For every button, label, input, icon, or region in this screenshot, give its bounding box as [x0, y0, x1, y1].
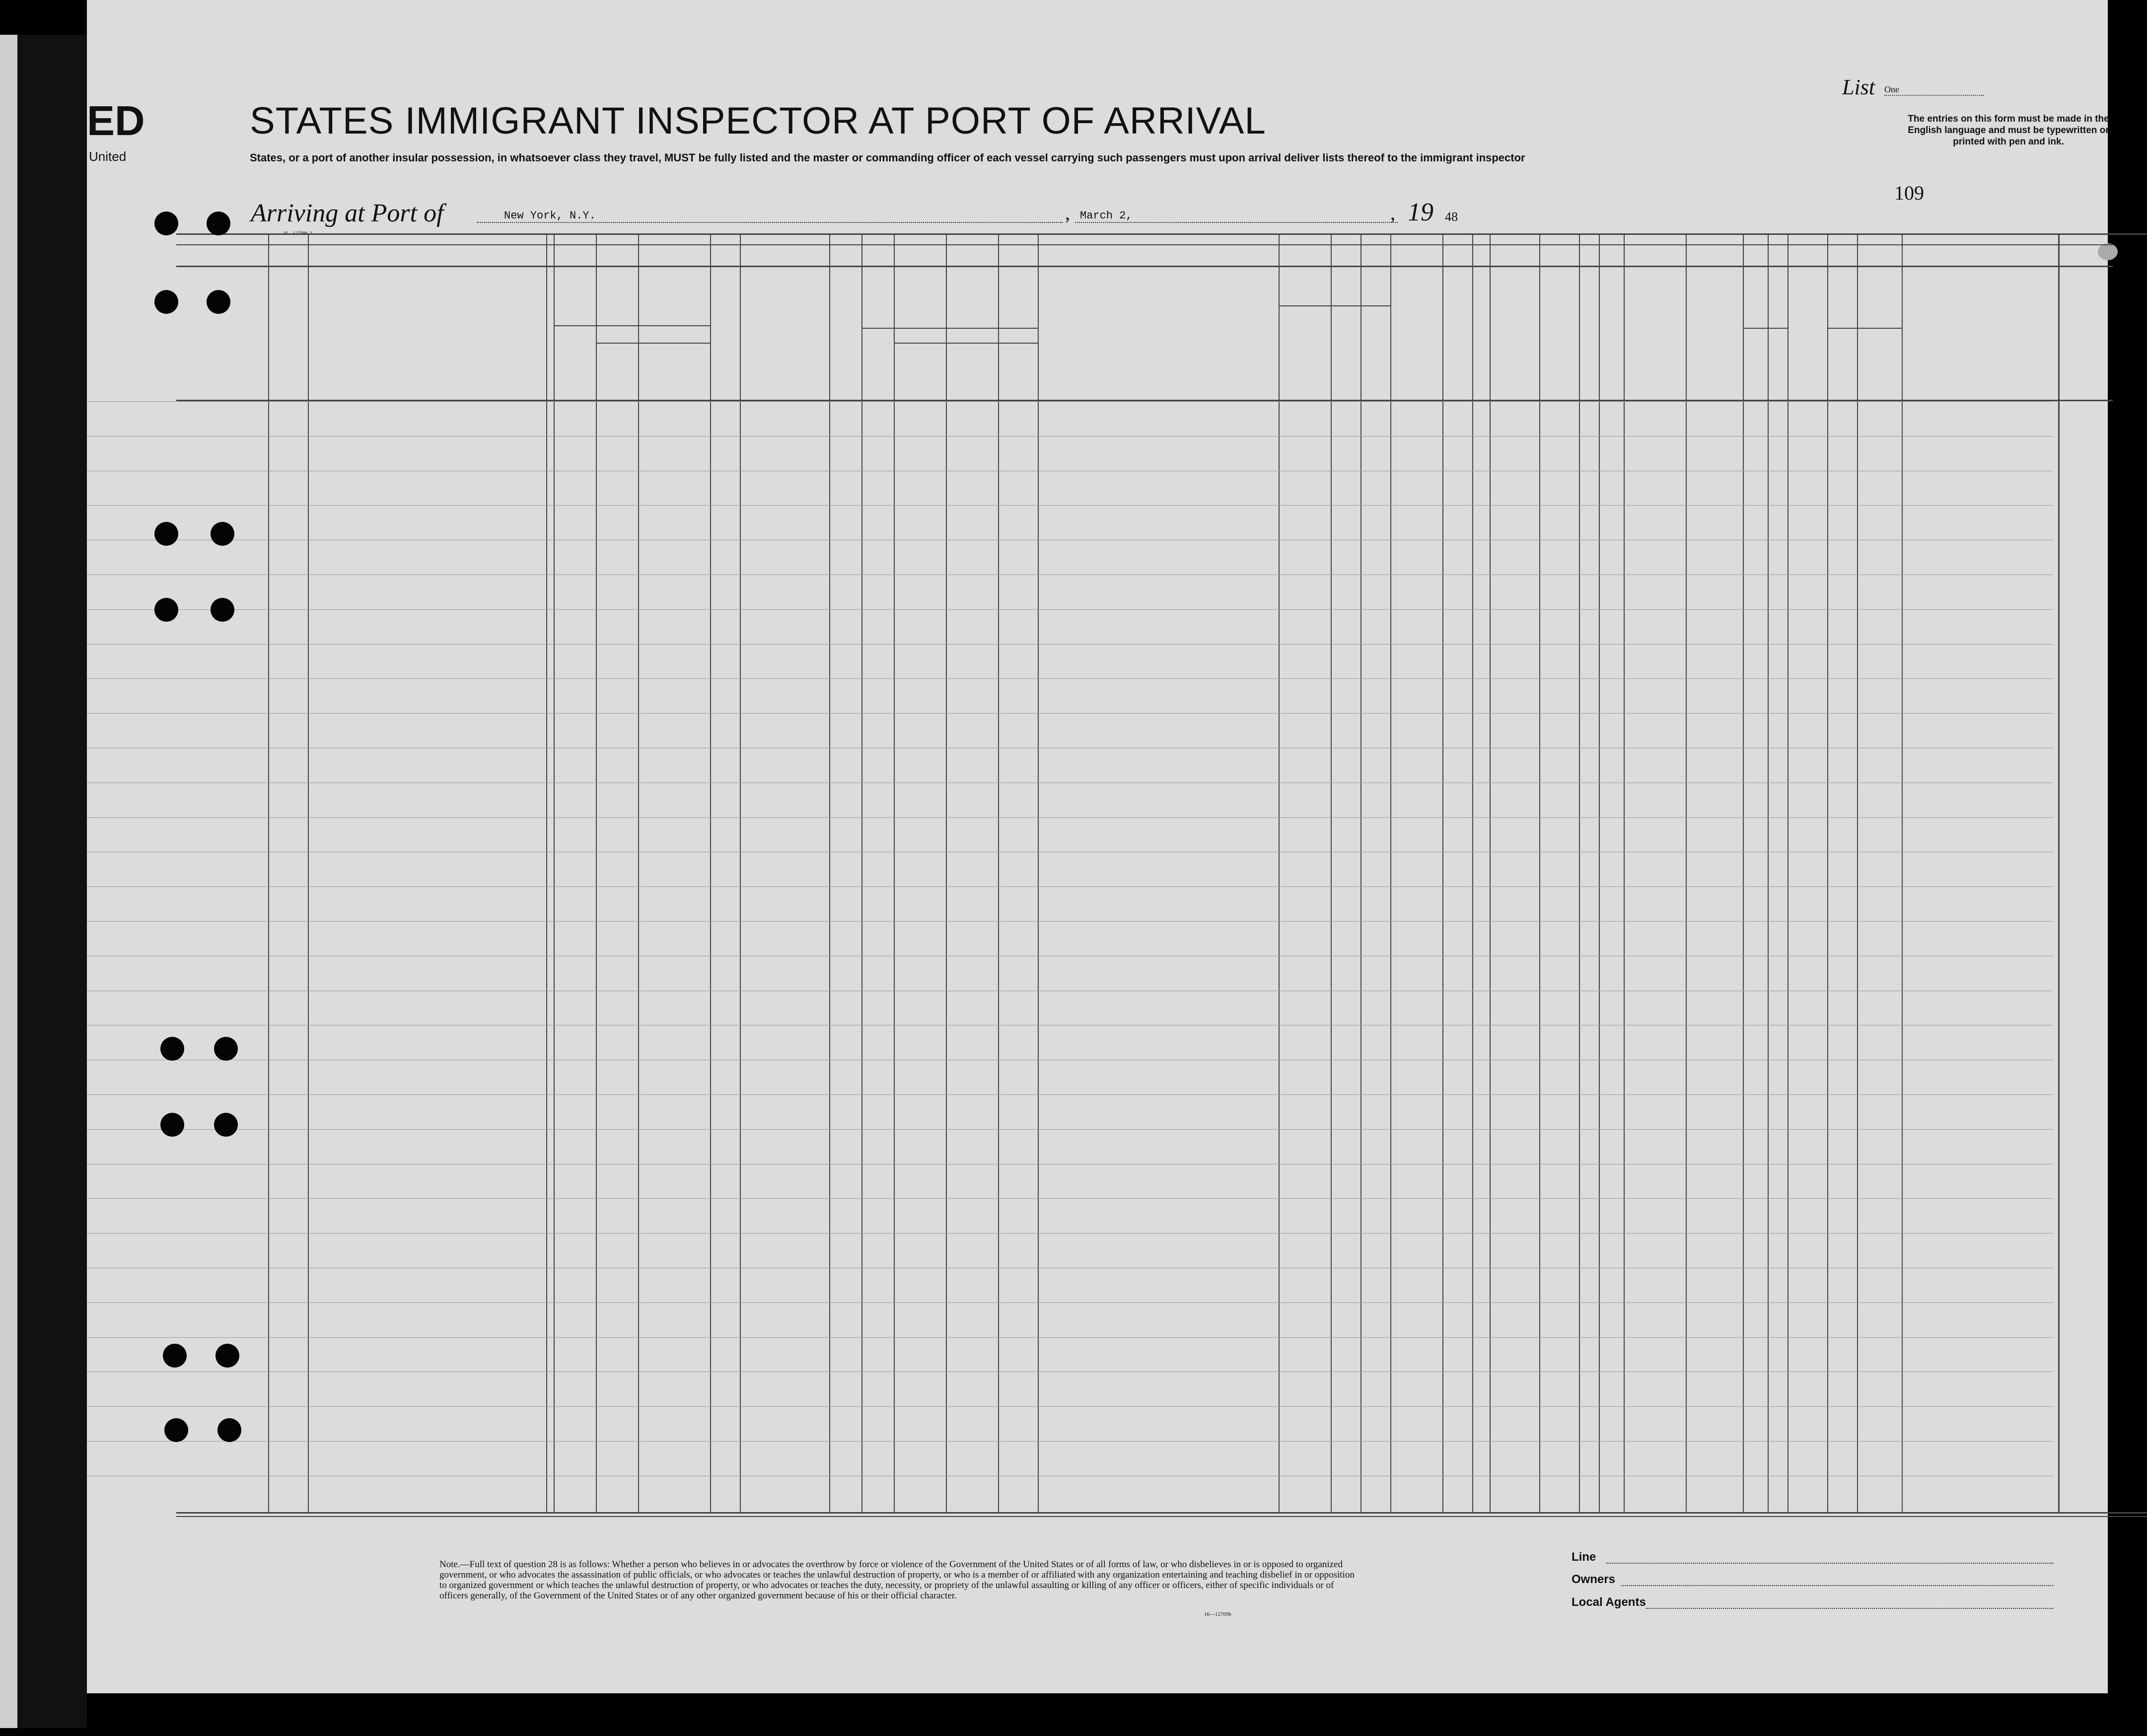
subheader-rule: [1827, 328, 1902, 329]
footer-code: 16—12709b: [1204, 1611, 1231, 1617]
header-money: [831, 268, 860, 397]
table-bottom-rule: [176, 1512, 2147, 1514]
column-rule: [546, 233, 547, 1512]
row-rule: [87, 505, 2053, 506]
punch-hole: [160, 1037, 184, 1061]
comma-mark: ,: [1065, 202, 1070, 224]
punch-hole: [211, 598, 234, 622]
header-purpose-b: [1332, 308, 1359, 397]
port-line: [477, 222, 1063, 223]
row-rule: [87, 1198, 2053, 1199]
column-rule: [596, 233, 597, 1512]
header-rule: [176, 244, 2113, 245]
header-feet: [1744, 333, 1766, 392]
owners-label: Owners: [1572, 1573, 1616, 1586]
column-rule: [1472, 233, 1473, 1512]
paper-stain: [2098, 243, 2118, 260]
header-rule: [176, 233, 2147, 235]
arriving-label: Arriving at Port of: [251, 199, 444, 227]
year-suffix: 48: [1445, 210, 1458, 224]
subheader-rule: [1279, 305, 1390, 306]
row-rule: [87, 921, 2053, 922]
column-rule: [894, 233, 895, 1512]
table-bottom-rule: [176, 1516, 2147, 1517]
punch-hole: [215, 1344, 239, 1368]
column-rule: [1827, 233, 1828, 1512]
subheader-rule: [554, 325, 710, 326]
port-value: New York, N.Y.: [504, 210, 596, 222]
header-inches: [1769, 333, 1786, 392]
punch-hole: [154, 522, 178, 546]
header-polygamist: [1444, 268, 1471, 397]
punch-hole: [154, 290, 178, 314]
column-rule: [1624, 233, 1625, 1512]
column-rule: [1331, 233, 1332, 1512]
row-rule: [87, 817, 2053, 818]
row-rule: [87, 609, 2053, 610]
comma-mark-2: ,: [1390, 202, 1395, 224]
line-underline: [1606, 1562, 2053, 1564]
header-ticket: [712, 268, 738, 397]
punch-hole: [214, 1037, 238, 1061]
punch-hole: [164, 1418, 188, 1442]
column-rule: [1857, 233, 1858, 1512]
column-rule: [1442, 233, 1443, 1512]
row-rule: [87, 1094, 2053, 1095]
header-fragment: ED: [87, 97, 145, 144]
row-rule: [87, 1337, 2053, 1338]
punch-hole: [211, 522, 234, 546]
instructions-note: The entries on this form must be made in the English language and must be typewritten or printed with pen and ink.: [1908, 114, 2109, 147]
header-overthrow: [1491, 268, 1538, 397]
column-rule: [1743, 233, 1744, 1512]
subheader-rule: [861, 328, 1038, 329]
row-rule: [87, 1441, 2053, 1442]
column-rule: [1390, 233, 1391, 1512]
header-purpose-c: [1362, 308, 1389, 397]
left-scan-edge: [0, 35, 87, 1728]
row-rule: [87, 1129, 2053, 1130]
subheader-rule: [1743, 328, 1788, 329]
header-prison: [1392, 268, 1441, 397]
column-rule: [1788, 233, 1789, 1512]
row-rule: [87, 401, 2053, 402]
punch-hole: [160, 1113, 184, 1137]
page-number: 109: [1894, 182, 1924, 204]
column-rule: [1539, 233, 1540, 1512]
row-rule: [87, 644, 2053, 645]
agents-underline: [1646, 1607, 2053, 1609]
page-title: STATES IMMIGRANT INSPECTOR AT PORT OF ARRIVAL: [250, 100, 1266, 142]
row-rule: [87, 1302, 2053, 1303]
column-rule: [1686, 233, 1687, 1512]
header-fragment-sub: United: [89, 149, 127, 164]
subheader-rule: [596, 343, 710, 344]
row-rule: [87, 886, 2053, 887]
subheader-rule: [894, 343, 1038, 344]
column-rule: [2058, 233, 2060, 1512]
column-rule: [1360, 233, 1361, 1512]
column-rule: [861, 233, 862, 1512]
column-rule: [1279, 233, 1280, 1512]
manifest-page: [87, 0, 2108, 1693]
row-rule: [87, 713, 2053, 714]
header-offer: [1541, 268, 1577, 397]
column-rule: [638, 233, 639, 1512]
list-label: List: [1842, 75, 1875, 99]
date-line: [1075, 222, 1398, 223]
header-anarchist: [1474, 268, 1488, 397]
punch-hole: [207, 290, 230, 314]
header-rule: [176, 266, 2113, 267]
column-rule: [1490, 233, 1491, 1512]
column-rule: [268, 233, 269, 1512]
row-rule: [87, 1406, 2053, 1407]
column-rule: [554, 233, 555, 1512]
punch-hole: [154, 212, 178, 235]
punch-hole: [163, 1344, 187, 1368]
header-excluded: [1580, 268, 1597, 397]
agents-label: Local Agents: [1572, 1595, 1646, 1609]
column-rule: [829, 233, 830, 1512]
row-rule: [87, 678, 2053, 679]
date-value: March 2,: [1080, 210, 1133, 222]
punch-hole: [207, 212, 230, 235]
punch-hole: [217, 1418, 241, 1442]
column-rule: [998, 233, 999, 1512]
column-rule: [1579, 233, 1580, 1512]
owners-underline: [1621, 1584, 2053, 1586]
column-rule: [740, 233, 741, 1512]
line-label: Line: [1572, 1550, 1596, 1564]
column-rule: [308, 233, 309, 1512]
column-rule: [1599, 233, 1600, 1512]
column-rule: [1038, 233, 1039, 1512]
header-purpose-a: [1283, 308, 1329, 397]
punch-hole: [214, 1113, 238, 1137]
page-subtitle: States, or a port of another insular possession, in whatsoever class they travel, MUST be fully listed and the master or commanding officer of each vessel carrying such passengers must upon arrival deliver lists thereof to the immigrant inspector: [250, 151, 1525, 164]
year-prefix: 19: [1408, 198, 1433, 226]
footnote: Note.—Full text of question 28 is as follows: Whether a person who believes in or advocates the overthrow by force or violence of the Government of the United States or of all forms of law, or who disbelieves in or is opposed to organized government, or who advocates the assassination of public officials, or who advocates or teaches the unlawful destruction of property, or who is a member of or affiliated with any organization entertaining and teaching disbelief in or opposition to organized government or which teaches the unlawful destruction of property, or who advocates or teaches the duty, necessity, or propriety of the unlawful assaulting or killing of any officer or officers, either of specific individuals or of officers generally, of the Government of the United States or of any other organized government because of his or their official character.: [439, 1559, 1355, 1601]
punch-hole: [154, 598, 178, 622]
list-value: One: [1884, 84, 1984, 96]
column-rule: [1768, 233, 1769, 1512]
column-rule: [1902, 233, 1903, 1512]
column-rule: [710, 233, 711, 1512]
column-rule: [946, 233, 947, 1512]
header-arrested: [1600, 268, 1622, 397]
